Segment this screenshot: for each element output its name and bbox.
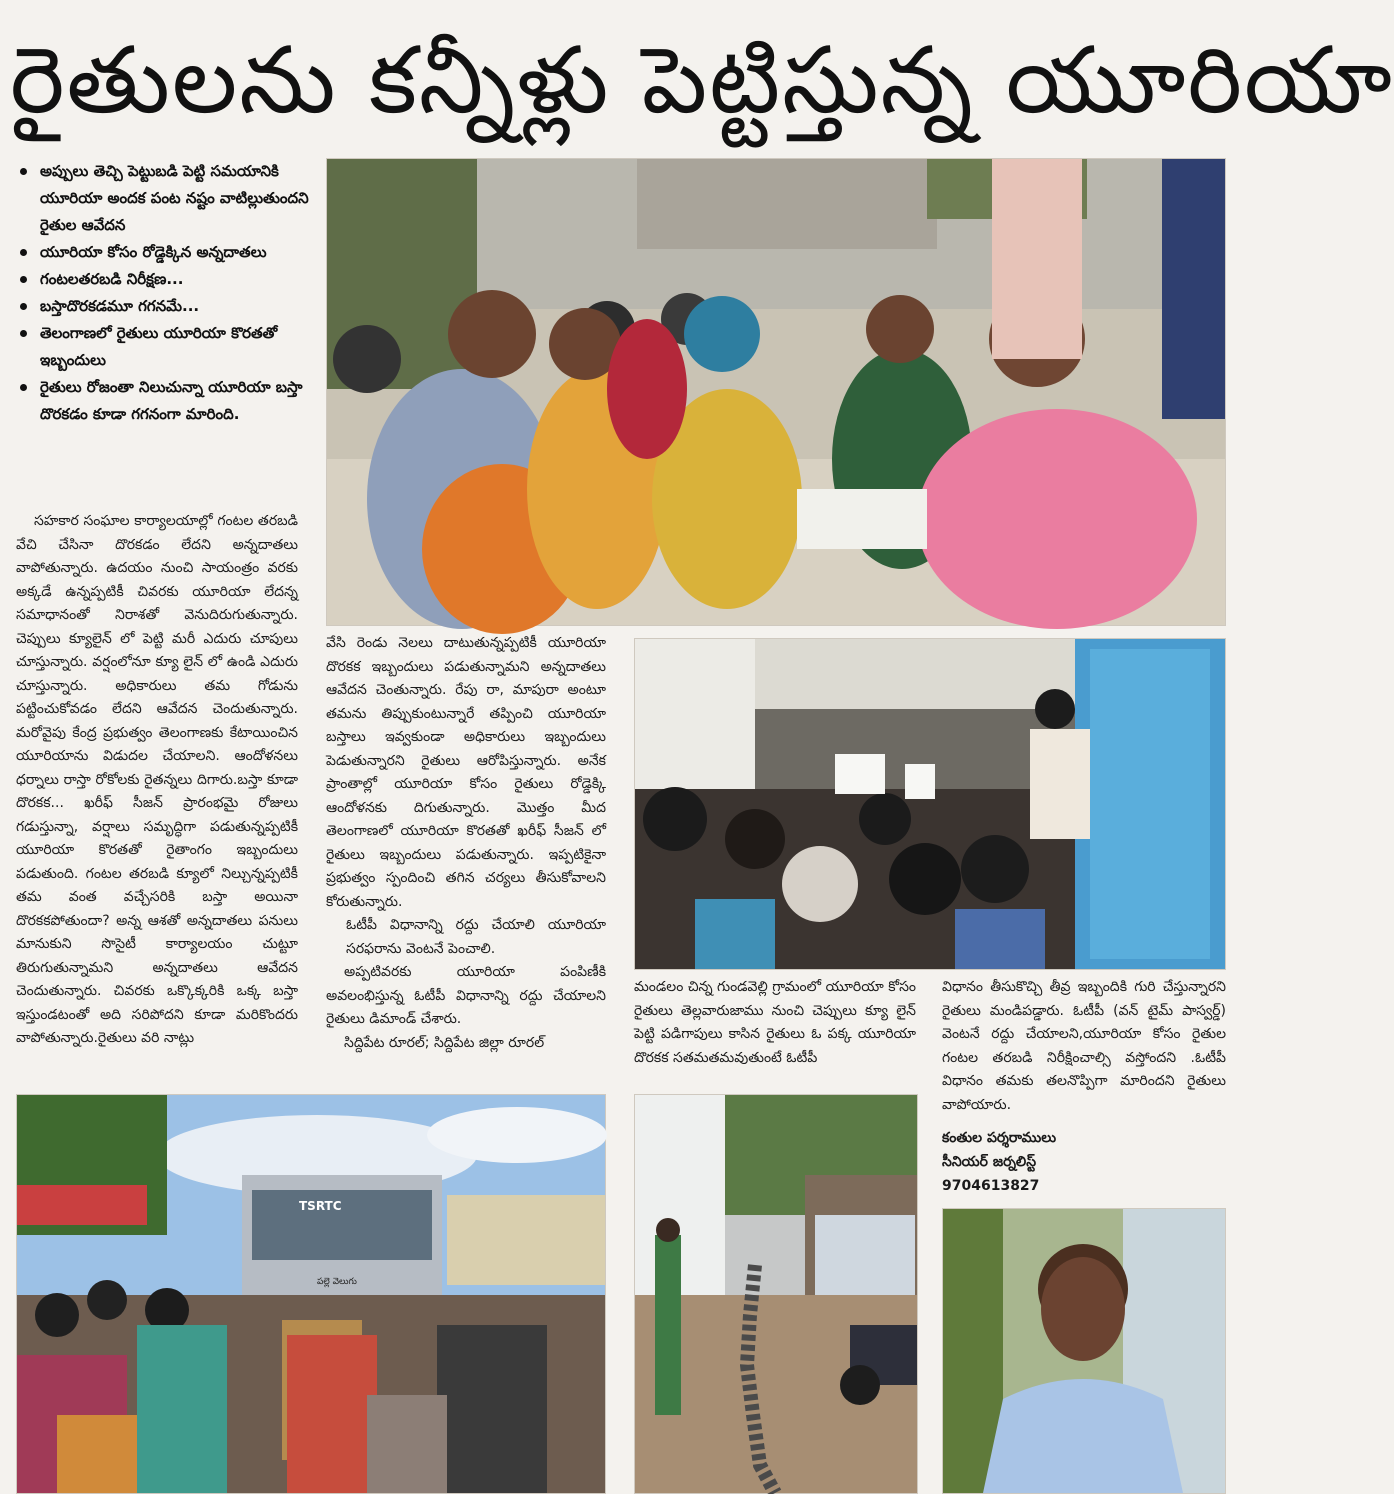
author-role: సీనియర్ జర్నలిస్ట్ bbox=[942, 1154, 1037, 1170]
author-name: కంతుల పర్శరాములు bbox=[942, 1130, 1057, 1146]
highlight-item: అప్పులు తెచ్చి పెట్టుబడి పెట్టి సమయానికి యూరియా అందక పంట నష్టం వాటిల్లుతుందని రైతుల ఆవేదన bbox=[16, 158, 312, 239]
photo-footwear-queue bbox=[634, 1094, 918, 1494]
highlight-item: యూరియా కోసం రోడ్డెక్కిన అన్నదాతలు bbox=[16, 239, 312, 266]
subheading: ఓటీపీ విధానాన్ని రద్దు చేయాలి యూరియా సరఫరాను వెంటనే పెంచాలి. bbox=[346, 917, 606, 957]
article-paragraph: మండలం చిన్న గుండవెల్లి గ్రామంలో యూరియా కోసం రైతులు తెల్లవారుజాము నుంచి చెప్పులు క్యూ లైన్ పెట్టి పడిగాపులు కాసిన రైతులు ఓ పక్క యూరియా దొరకక సతమతమవుతుంటే ఓటీపీ bbox=[634, 979, 916, 1066]
bus-board-sign: పల్లె వెలుగు bbox=[317, 1277, 357, 1287]
bus-route-sign: TSRTC bbox=[299, 1199, 342, 1213]
article-paragraph: విధానం తీసుకొచ్చి తీవ్ర ఇబ్బందికి గురి చేస్తున్నారని రైతులు మండిపడ్డారు. ఓటీపీ (వన్ టైమ్ పాస్వర్డ్) వెంటనే రద్దు చేయాలని,యూరియా కోసం రైతుల గంటల తరబడి నిరీక్షించాల్సి వస్తోందని .ఓటీపీ విధానం తమకు తలనొప్పిగా మారిందని రైతులు వాపోయారు. bbox=[942, 979, 1226, 1113]
photo-queue-counter bbox=[634, 638, 1226, 970]
article-column-4 bbox=[942, 976, 1226, 1122]
photo-road-protest bbox=[16, 1094, 606, 1494]
headline: రైతులను కన్నీళ్లు పెట్టిస్తున్న యూరియా bbox=[10, 27, 1394, 134]
photo-author-portrait bbox=[942, 1208, 1226, 1494]
highlight-item: తెలంగాణలో రైతులు యూరియా కొరతతో ఇబ్బందులు bbox=[16, 320, 312, 374]
article-column-3 bbox=[634, 976, 916, 1076]
article-paragraph: వేసి రెండు నెలలు దాటుతున్నప్పటికీ యూరియా దొరకక ఇబ్బందులు పడుతున్నామని అన్నదాతలు ఆవేదన చెంతున్నారు. రేపు రా, మాపురా అంటూ తమను తిప్పుకుంటున్నారే తప్పించి యూరియా బస్తాలు ఇవ్వకుండా అధికారులు ఇబ్బందులు పెడుతున్నారని రైతులు ఆరోపిస్తున్నారు. అనేక ప్రాంతాల్లో యూరియా కోసం రైతులు రోడ్డెక్కి ఆందోళనకు దిగుతున్నారు. మొత్తం మీద తెలంగాణలో యూరియా కొరతతో ఖరీఫ్ సీజన్ లో రైతులు ఇబ్బందులు పడుతున్నారు. ఇప్పటికైనా ప్రభుత్వం స్పందించి తగిన చర్యలు తీసుకోవాలని కోరుతున్నారు. bbox=[326, 635, 606, 910]
article-paragraph: సహకార సంఘాల కార్యాలయాల్లో గంటల తరబడి వేచి చేసినా దొరకడం లేదని అన్నదాతలు వాపోతున్నారు. ఉదయం నుంచి సాయంత్రం వరకు అక్కడే ఉన్నప్పటికీ చివరకు యూరియా లేదన్న సమాధానంతో నిరాశతో వెనుదిరుగుతున్నారు. చెప్పులు క్యూలైన్ లో పెట్టి మరీ ఎదురు చూపులు చూస్తున్నారు. వర్షంలోనూ క్యూ లైన్ లో ఉండి ఎదురు చూస్తున్నారు. అధికారులు తమ గోడును పట్టించుకోవడం లేదని ఆవేదన చెందుతున్నారు. మరోవైపు కేంద్ర ప్రభుత్వం తెలంగాణకు కేటాయించిన యూరియాను విడుదల చేయాలని. ఆందోళనలు ధర్నాలు రాస్తా రోకోలకు రైతన్నలు దిగారు.బస్తా కూడా దొరకక... ఖరీఫ్ సీజన్ ప్రారంభమై రోజులు గడుస్తున్నా, వర్షాలు సమృద్ధిగా పడుతున్నప్పటికీ యూరియా కొరతతో రైతాంగం ఇబ్బందులు పడుతుంది. గంటల తరబడి క్యూలో నిల్చున్నప్పటికీ తమ వంత వచ్చేసరికి బస్తా అయినా దొరకకపోతుందా? అన్న ఆశతో అన్నదాతలు పనులు మానుకుని సొసైటీ కార్యాలయం చుట్టూ తిరుగుతున్నామని అన్నదాతలు ఆవేదన చెందుతున్నారు. చివరకు ఒక్కొక్కరికి ఒక్క బస్తా ఇస్తుండటంతో అది సరిపోదని కూడా మరికొందరు వాపోతున్నారు.రైతులు వరి నాట్లు bbox=[16, 513, 298, 1046]
author-phone: 9704613827 bbox=[942, 1178, 1040, 1194]
highlight-item: బస్తాదొరకడమూ గగనమే... bbox=[16, 293, 312, 320]
article-column-2 bbox=[326, 632, 606, 1078]
byline bbox=[942, 1126, 1222, 1198]
dateline: సిద్దిపేట రూరల్; సిద్దిపేట జిల్లా రూరల్ bbox=[344, 1034, 545, 1051]
photo-farmers-sitting bbox=[326, 158, 1226, 626]
highlights-list bbox=[16, 158, 312, 428]
article-column-1 bbox=[16, 510, 298, 1078]
article-paragraph: అప్పటివరకు యూరియా పంపిణీకి అవలంభిస్తున్న ఓటీపీ విధానాన్ని రద్దు చేయాలని రైతులు డిమాండ్ చేశారు. bbox=[326, 964, 606, 1027]
highlight-item: గంటలతరబడి నిరీక్షణ... bbox=[16, 266, 312, 293]
highlight-item: రైతులు రోజంతా నిలుచున్నా యూరియా బస్తా దొరకడం కూడా గగనంగా మారింది. bbox=[16, 374, 312, 428]
